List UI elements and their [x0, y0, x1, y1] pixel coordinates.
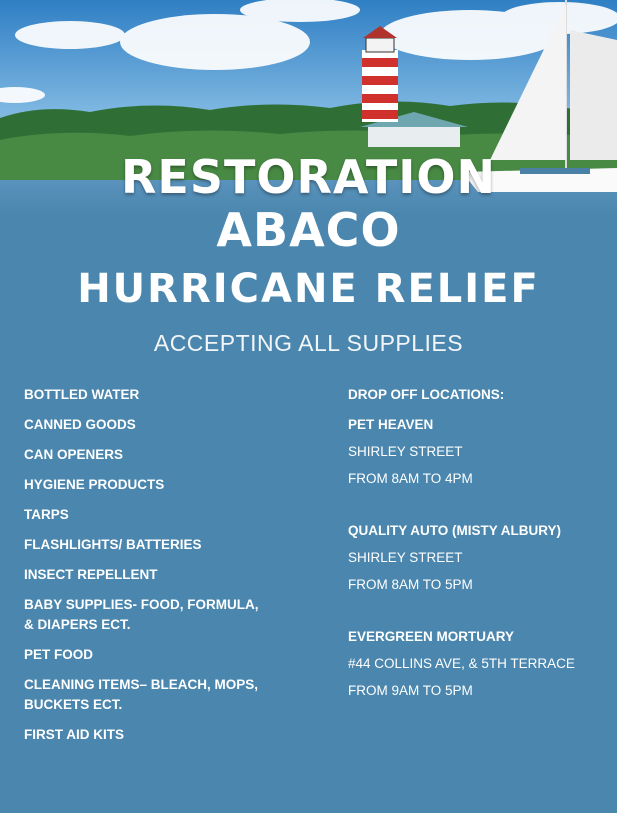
lighthouse: [362, 26, 398, 122]
title-abaco: ABACO: [216, 203, 401, 257]
location-address: #44 COLLINS AVE, & 5TH TERRACE: [348, 656, 575, 671]
location-hours: FROM 8AM TO 4PM: [348, 471, 473, 486]
list-item: FLASHLIGHTS/ BATTERIES: [24, 537, 202, 552]
title-hurricane-relief: HURRICANE RELIEF: [77, 266, 540, 312]
list-item: CANNED GOODS: [24, 417, 136, 432]
list-item: CLEANING ITEMS– BLEACH, MOPS,: [24, 677, 259, 692]
location-name: PET HEAVEN: [348, 417, 434, 432]
location-name: QUALITY AUTO (MISTY ALBURY): [348, 523, 562, 538]
list-item: BUCKETS ECT.: [24, 697, 123, 712]
list-item: BABY SUPPLIES- FOOD, FORMULA,: [24, 597, 259, 612]
location-address: SHIRLEY STREET: [348, 444, 463, 459]
list-item: CAN OPENERS: [24, 447, 124, 462]
title-restoration: RESTORATION: [120, 150, 496, 204]
list-item: & DIAPERS ECT.: [24, 617, 131, 632]
location-hours: FROM 9AM TO 5PM: [348, 683, 473, 698]
location-address: SHIRLEY STREET: [348, 550, 463, 565]
list-item: FIRST AID KITS: [24, 727, 124, 742]
list-item: PET FOOD: [24, 647, 94, 662]
dropoff-locations: [348, 385, 608, 700]
list-item: HYGIENE PRODUCTS: [24, 477, 165, 492]
location-hours: FROM 8AM TO 5PM: [348, 577, 473, 592]
dropoff-heading: DROP OFF LOCATIONS:: [348, 387, 505, 402]
list-item: INSECT REPELLENT: [24, 567, 158, 582]
subtitle: ACCEPTING ALL SUPPLIES: [153, 330, 464, 356]
list-item: TARPS: [24, 507, 69, 522]
supplies-list: [24, 385, 314, 744]
list-item: BOTTLED WATER: [24, 387, 140, 402]
location-name: EVERGREEN MORTUARY: [348, 629, 515, 644]
